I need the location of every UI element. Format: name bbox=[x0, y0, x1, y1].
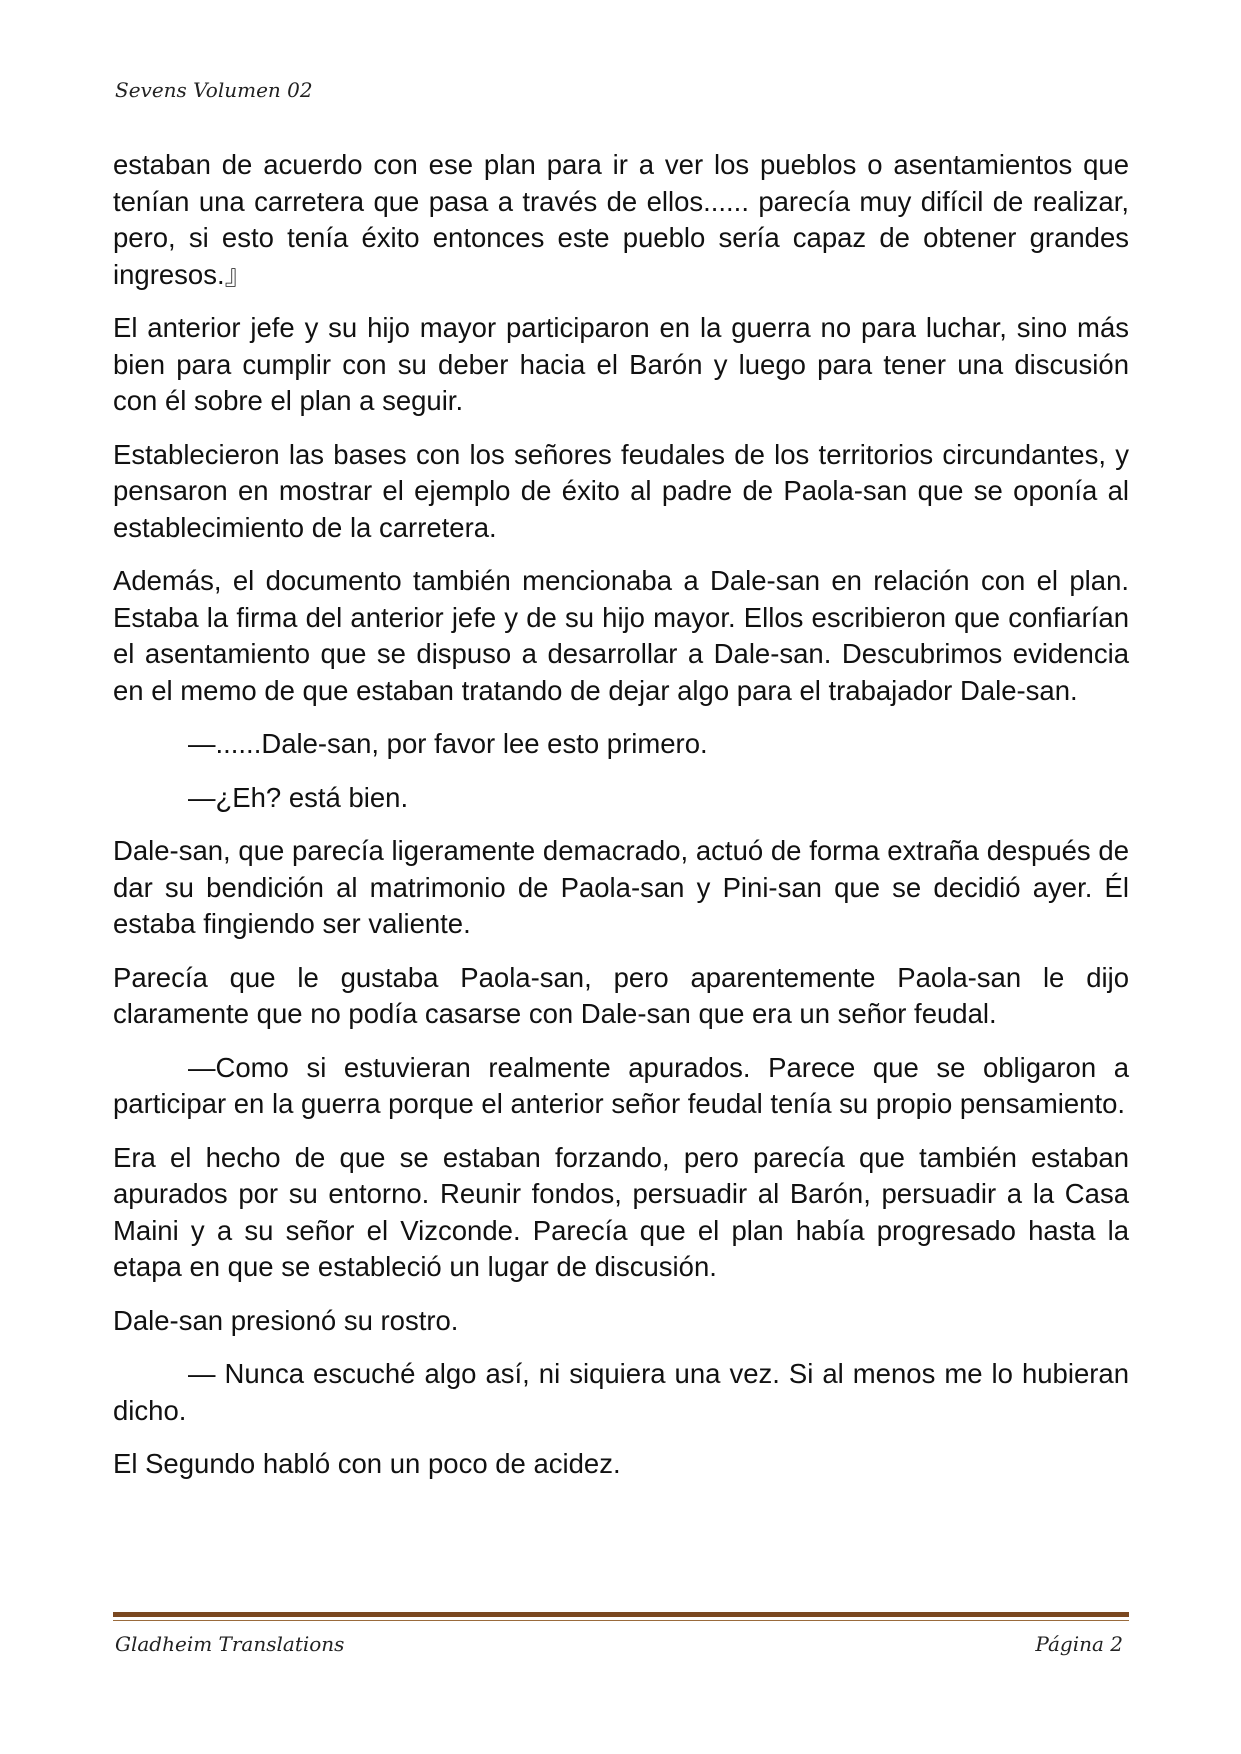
dialogue-line: — Nunca escuché algo así, ni siquiera una vez. Si al menos me lo hubieran dicho. bbox=[113, 1358, 1129, 1426]
dialogue-line: —......Dale-san, por favor lee esto primero. bbox=[188, 728, 708, 759]
body-text bbox=[113, 147, 1129, 1500]
paragraph: El Segundo habló con un poco de acidez. bbox=[113, 1448, 621, 1479]
paragraph: Era el hecho de que se estaban forzando, pero parecía que también estaban apurados por su entorno. Reunir fondos, persuadir al Barón, persuadir a la Casa Maini y a su señor el Vizconde. Parecía que el plan había progresado hasta la etapa en que se estableció un lugar de discusión. bbox=[113, 1141, 1129, 1282]
page-number: Página 2 bbox=[1035, 1632, 1123, 1656]
paragraph: Dale-san presionó su rostro. bbox=[113, 1304, 459, 1336]
paragraph: El anterior jefe y su hijo mayor participaron en la guerra no para luchar, sino más bien para cumplir con su deber hacia el Barón y luego para tener una discusión con él sobre el plan a seguir. bbox=[113, 312, 1129, 416]
running-header: Sevens Volumen 02 bbox=[115, 78, 313, 102]
dialogue-line: —Como si estuvieran realmente apurados. Parece que se obligaron a participar en la guerra porque el anterior señor feudal tenía su propio pensamiento. bbox=[113, 1051, 1129, 1119]
paragraph: Dale-san, que parecía ligeramente demacrado, actuó de forma extraña después de dar su bendición al matrimonio de Paola-san y Pini-san que se decidió ayer. Él estaba fingiendo ser valiente. bbox=[113, 835, 1129, 939]
paragraph: Además, el documento también mencionaba a Dale-san en relación con el plan. Estaba la firma del anterior jefe y de su hijo mayor. Ellos escribieron que confiarían el asentamiento que se dispuso a desarrollar a Dale-san. Descubrimos evidencia en el memo de que estaban tratando de dejar algo para el trabajador Dale-san. bbox=[113, 565, 1129, 706]
paragraph: Parecía que le gustaba Paola-san, pero aparentemente Paola-san le dijo claramente que no podía casarse con Dale-san que era un señor feudal. bbox=[113, 961, 1129, 1029]
footer-divider bbox=[113, 1612, 1129, 1617]
footer-divider-thin bbox=[113, 1620, 1129, 1621]
dialogue-line: —¿Eh? está bien. bbox=[188, 781, 409, 813]
paragraph: estaban de acuerdo con ese plan para ir a ver los pueblos o asentamientos que tenían una carretera que pasa a través de ellos...... parecía muy difícil de realizar, pero, si esto tenía éxito entonces este pueblo sería capaz de obtener grandes ingresos.』 bbox=[113, 149, 1129, 290]
paragraph: Establecieron las bases con los señores feudales de los territorios circundantes, y pensaron en mostrar el ejemplo de éxito al padre de Paola-san que se oponía al establecimiento de la carretera. bbox=[113, 438, 1129, 543]
footer-credit: Gladheim Translations bbox=[115, 1632, 345, 1656]
